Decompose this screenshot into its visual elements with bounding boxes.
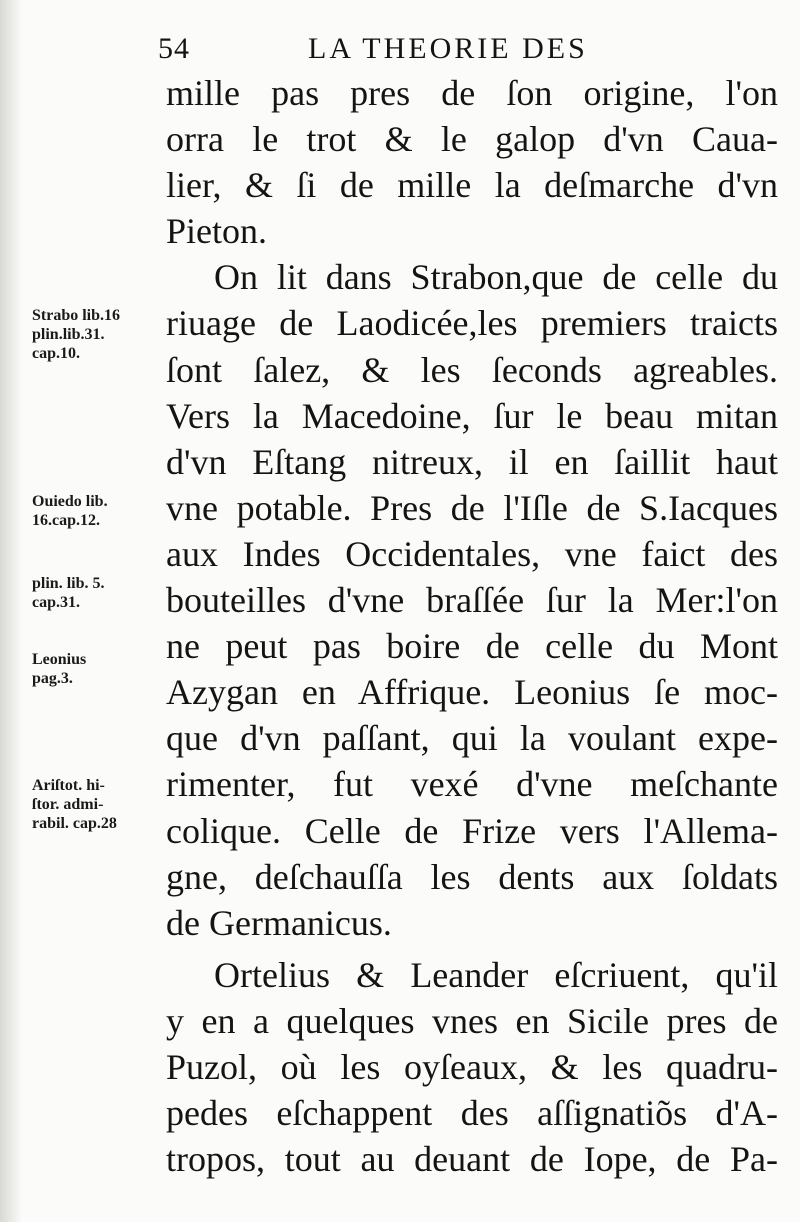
text-line: d'vn Eſtang nitreux, il en ſaillit haut [166,441,778,482]
margin-note-line: plin.lib.31. [32,326,105,343]
body-text [166,70,778,1182]
margin-note-line: pag.3. [32,670,73,687]
margin-note [32,650,86,688]
gutter-shadow [0,0,22,1222]
text-line: On lit dans Strabon,que de celle du [214,257,778,298]
text-line: vne potable. Pres de l'Iſle de S.Iacques [166,487,778,528]
text-line: pedes eſchappent des aſſignatiõs d'A- [166,1093,778,1134]
margin-note-line: cap.31. [32,594,80,611]
text-line: de Germanicus. [166,902,392,943]
text-line: riuage de Laodicée,les premiers traicts [166,303,778,344]
running-head: LA THEORIE DES [308,32,588,65]
text-line: Ortelius & Leander eſcriuent, qu'il [214,954,778,995]
text-line: bouteilles d'vne braſſée ſur la Mer:l'on [166,580,778,621]
margin-note-line: Ariſtot. hi- [32,777,105,794]
margin-note-line: cap.10. [32,345,80,362]
text-line: y en a quelques vnes en Sicile pres de [166,1000,778,1041]
margin-note-line: Strabo lib.16 [32,307,121,324]
text-line: Pieton. [166,211,268,252]
text-line: que d'vn paſſant, qui la voulant expe- [166,718,778,759]
text-line: aux Indes Occidentales, vne faict des [166,533,778,574]
text-line: Azygan en Affrique. Leonius ſe moc- [166,672,778,713]
margin-note [32,574,104,612]
margin-note [32,492,108,530]
text-line: ſont ſalez, & les ſeconds agreables. [166,349,778,390]
text-line: Vers la Macedoine, ſur le beau mitan [166,395,778,436]
margin-note-line: ſtor. admi- [32,796,104,813]
text-line: Puzol, où les oyſeaux, & les quadru- [166,1046,778,1087]
margin-note-line: Leonius [32,651,87,668]
page-number: 54 [158,32,190,65]
text-line: mille pas pres de ſon origine, l'on [166,73,778,113]
text-line: gne, deſchauſſa les dents aux ſoldats [166,856,778,897]
text-line: orra le trot & le galop d'vn Caua- [166,119,778,160]
text-line: ne peut pas boire de celle du Mont [166,626,778,667]
page-header [158,30,778,70]
text-line: colique. Celle de Frize vers l'Allema- [166,810,778,851]
margin-note [32,776,117,833]
text-line: lier, & ſi de mille la deſmarche d'vn [166,165,778,206]
margin-note-line: plin. lib. 5. [32,575,105,592]
margin-note-line: Ouiedo lib. [32,493,108,510]
margin-note [32,306,120,363]
margin-note-line: rabil. cap.28 [32,815,117,832]
margin-note-line: 16.cap.12. [32,512,100,529]
text-line: tropos, tout au deuant de Iope, de Pa- [166,1139,778,1180]
text-line: rimenter, fut vexé d'vne meſchante [166,764,778,805]
